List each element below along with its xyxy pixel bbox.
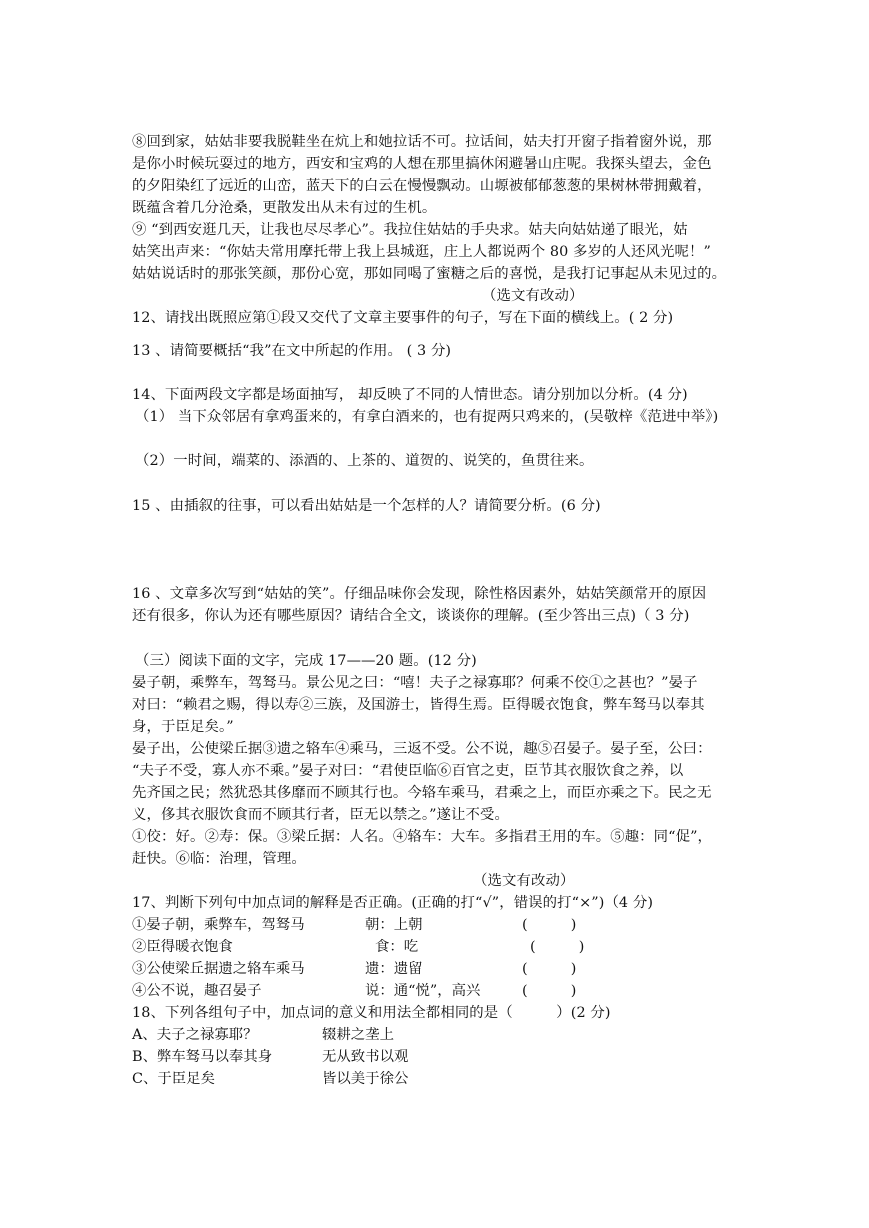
annotation-line: ①佼：好。②寿：保。③梁丘据：人名。④辂车：大车。多指君王用的车。⑤趣：同“促”， [132, 829, 713, 845]
source-note: （选文有改动） [473, 873, 575, 889]
question-13: 13 、请简要概括“我”在文中所起的作用。 ( 3 分) [132, 343, 452, 359]
q17-gloss: 朝：上朝 [365, 917, 423, 933]
passage-line: 既蕴含着几分沧桑，更散发出从未有过的生机。 [132, 200, 437, 216]
q17-answer-blank[interactable]: ( ) [522, 983, 577, 999]
classical-text-line: “夫子不受，寡人亦不乘。”晏子对曰：“君使臣临⑥百官之吏，臣节其衣服饮食之养，以 [132, 763, 684, 779]
q17-answer-blank[interactable]: ( ) [522, 917, 577, 933]
question-14: 14、下面两段文字都是场面抽写， 却反映了不同的人情世态。请分别加以分析。(4 分) [132, 387, 688, 403]
question-14-item-2: （2）一时间，端菜的、添酒的、上茶的、道贺的、说笑的，鱼贯往来。 [135, 453, 594, 469]
q17-gloss: 说：通“悦”，高兴 [365, 983, 481, 999]
classical-text-line: 先齐国之民；然犹恐其侈靡而不顾其行也。今辂车乘马，君乘之上，而臣亦乘之下。民之无 [132, 785, 712, 801]
annotation-line: 赶快。⑥临：治理，管理。 [132, 851, 306, 867]
question-12: 12、请找出既照应第①段又交代了文章主要事件的句子，写在下面的横线上。( 2 分) [132, 310, 674, 326]
question-16-line: 还有很多，你认为还有哪些原因？请结合全文，谈谈你的理解。(至少答出三点)（ 3 分) [132, 608, 690, 624]
q18-option: C、于臣足矣 [132, 1071, 215, 1087]
question-16-line: 16 、文章多次写到“姑姑的笑”。仔细品味你会发现，除性格因素外，姑姑笑颜常开的原因 [132, 586, 707, 602]
q18-option-pair: 无从致书以观 [322, 1049, 409, 1065]
q17-gloss: 食：吃 [375, 939, 419, 955]
q17-answer-blank[interactable]: ( ) [522, 961, 577, 977]
source-note: （选文有改动） [482, 288, 584, 304]
passage-line: 姑笑出声来：“你姑夫常用摩托带上我上县城逛，庄上人都说两个 80 多岁的人还风光呢！” [132, 244, 711, 260]
classical-text-line: 晏子出，公使梁丘据③遗之辂车④乘马，三返不受。公不说，趣⑤召晏子。晏子至，公曰： [132, 741, 712, 757]
q17-sentence: ②臣得暖衣饱食 [132, 939, 233, 955]
q17-sentence: ③公使梁丘据遗之辂车乘马 [132, 961, 305, 977]
q17-answer-blank[interactable]: ( ) [530, 939, 585, 955]
passage-line: 的夕阳染红了远近的山峦，蓝天下的白云在慢慢飘动。山塬被郁郁葱葱的果树林带拥戴着， [132, 178, 712, 194]
q18-option-pair: 辍耕之垄上 [322, 1027, 394, 1043]
question-14-item-1: （1） 当下众邻居有拿鸡蛋来的，有拿白酒来的，也有捉两只鸡来的，(吴敬梓《范进中举》) [135, 409, 719, 425]
section-3-heading: （三）阅读下面的文字，完成 17——20 题。(12 分) [135, 653, 477, 669]
q17-sentence: ④公不说，趣召晏子 [132, 983, 262, 999]
classical-text-line: 对曰：“赖君之赐，得以寿②三族，及国游士，皆得生焉。臣得暖衣饱食，弊车驽马以奉其 [132, 697, 705, 713]
q17-sentence: ①晏子朝，乘弊车，驾驽马 [132, 917, 305, 933]
passage-line: ⑨ “到西安逛几天，让我也尽尽孝心”。我拉住姑姑的手央求。姑夫向姑姑递了眼光，姑 [132, 222, 688, 238]
q17-gloss: 遗：遗留 [365, 961, 423, 977]
q18-option-pair: 皆以美于徐公 [322, 1071, 409, 1087]
passage-line: ⑧回到家，姑姑非要我脱鞋坐在炕上和她拉话不可。拉话间，姑夫打开窗子指着窗外说，那 [132, 134, 712, 150]
classical-text-line: 身，于臣足矣。” [132, 719, 234, 735]
question-17: 17、判断下列句中加点词的解释是否正确。(正确的打“√”，错误的打“×”)（4 分) [132, 895, 654, 911]
q18-option: B、弊车驽马以奉其身 [132, 1049, 273, 1065]
passage-line: 姑姑说话时的那张笑颜，那份心宽，那如同喝了蜜糖之后的喜悦，是我打记事起从未见过的。 [132, 266, 727, 282]
q18-option: A、夫子之禄寡耶？ [132, 1027, 258, 1043]
question-15: 15 、由插叙的往事，可以看出姑姑是一个怎样的人？请简要分析。(6 分) [132, 498, 601, 514]
classical-text-line: 义，侈其衣服饮食而不顾其行者，臣无以禁之。”遂让不受。 [132, 807, 510, 823]
passage-line: 是你小时候玩耍过的地方，西安和宝鸡的人想在那里搞休闲避暑山庄呢。我探头望去，金色 [132, 156, 712, 172]
classical-text-line: 晏子朝，乘弊车，驾驽马。景公见之曰：“嘻！夫子之禄寡耶？何乘不佼①之甚也？”晏子 [132, 675, 698, 691]
question-18: 18、下列各组句子中，加点词的意义和用法全都相同的是（ ）(2 分) [132, 1005, 611, 1021]
